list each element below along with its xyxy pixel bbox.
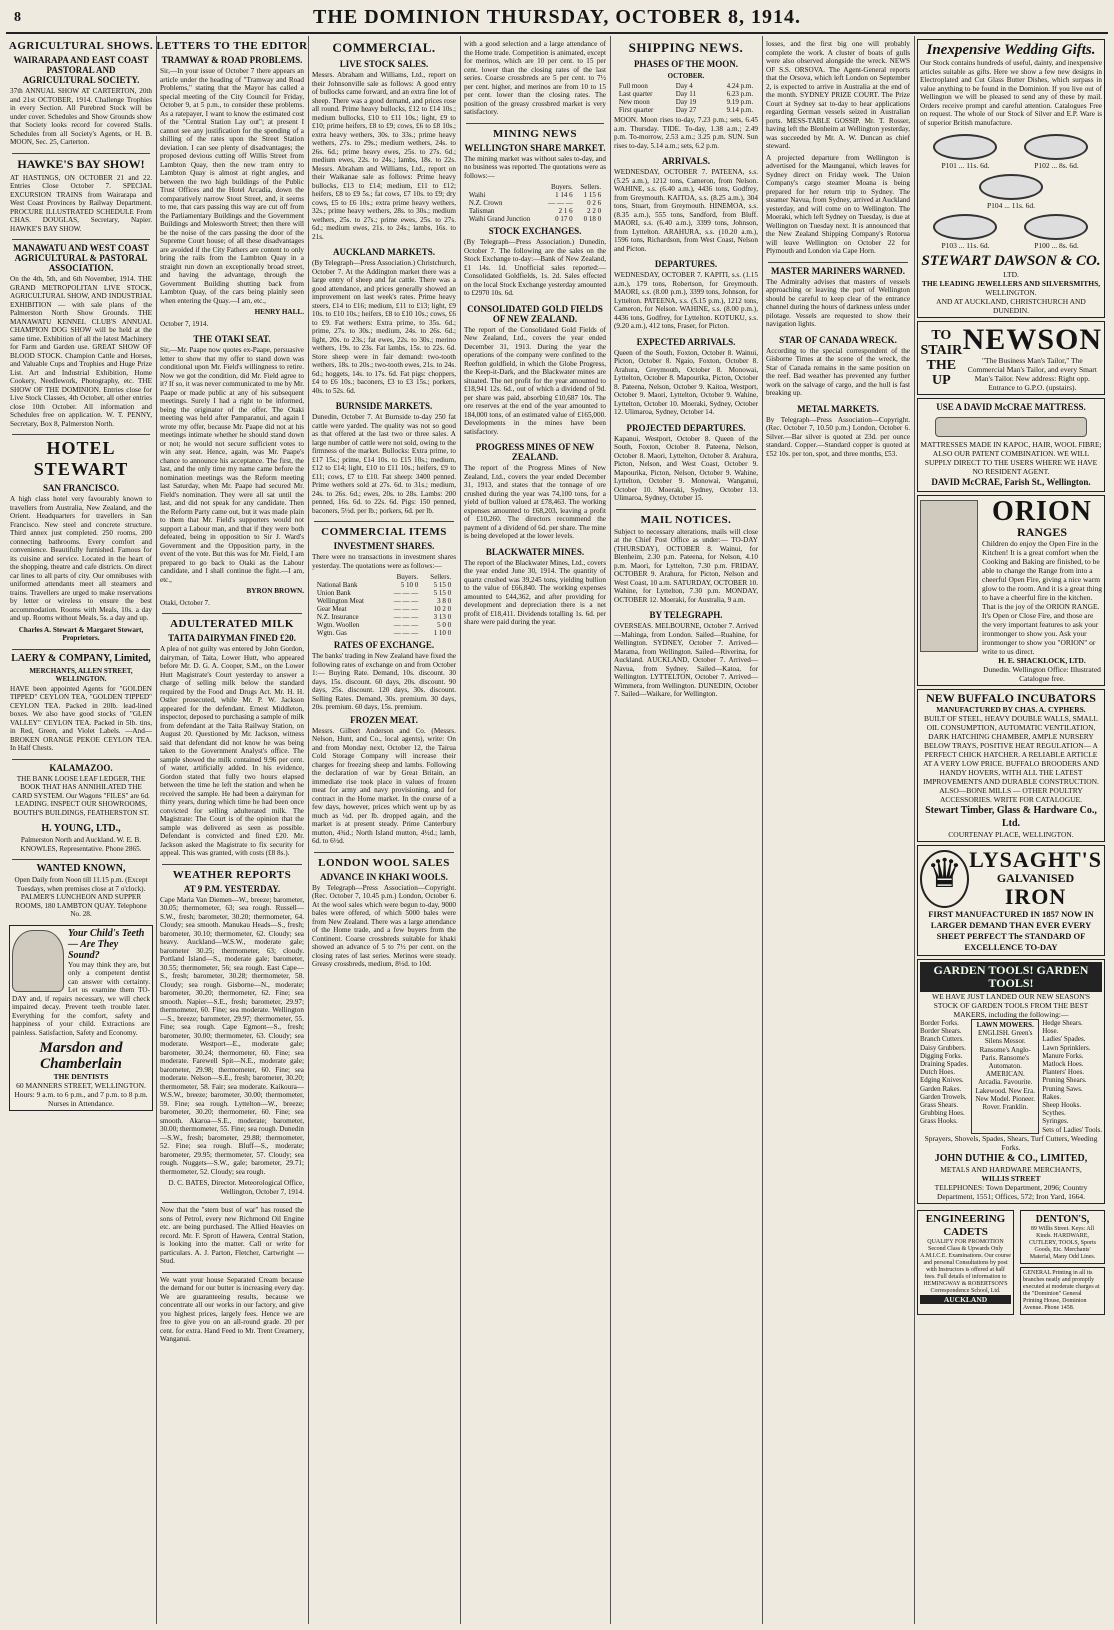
ad-newson (917, 321, 1105, 395)
ad-engineering (917, 1210, 1014, 1315)
frozen-head: FROZEN MEAT. (350, 714, 418, 725)
milk-sub: TAITA DAIRYMAN FINED £20. (168, 633, 296, 643)
page-number: 8 (14, 10, 21, 25)
dentist-text: You may think they are, but only a competent dentist can answer with certainty. Let us examine them TO-DAY and, if repairs necessary, we will check impaired decay. Prevent teeth trouble later. Everything for the comfort, safety and happiness of your child. Extractions are painless. Satisfaction, Safety and Economy. (12, 960, 150, 1037)
wairarapa-text: 37th ANNUAL SHOW AT CARTERTON, 20th and 21st OCTOBER, 1914. Challenge Trophies in every Section. All Purebred Stock will be under cover. Schedules and Show Grounds show that Society looks record for covered Stalls. Schedules from all Society's Agents, or H. B. MOON, Sec. 25, Carterton. (10, 87, 152, 146)
market-text: By Telegraph—Press Association—Copyright. (Rec. October 7, 10.50 p.m.) London, October 6. Silver.—Bar silver is quoted at 23d. per ounce standard. Copper.—Standard copper is quoted at £52 10s. per ton, spot, and three months, £53. (766, 415, 910, 458)
young-title: H. YOUNG, LTD., (41, 823, 121, 834)
mcrae-addr: DAVID McCRAE, Farish St., Wellington. (931, 477, 1091, 487)
exchange-text: The banks' trading in New Zealand have fixed the following rates of exchange on and from October 1:— Buying Rate. Demand, 10s. discount. 30 days, 15s. discount. 60 days, 20s. discount. 90 days, 25s. discount. 120 days, 30s. discount. Selling Rates. Demand, 30s. premium. 30 days, 20s. premium. 60 days, 15s. premium. (312, 652, 456, 711)
article-wool-cont (464, 40, 606, 117)
article-auckland (312, 247, 456, 395)
lysaght-trade-mark-seal (920, 850, 969, 908)
duthie-sub: METALS AND HARDWARE MERCHANTS, (940, 1164, 1082, 1174)
stock-head: STOCK EXCHANGES. (488, 226, 582, 236)
moon-head: PHASES OF THE MOON. (633, 59, 738, 69)
masthead-title: THE DOMINION THURSDAY, OCTOBER 8, 1914. (313, 6, 801, 28)
mower-text: ENGLISH. Green's Silens Messor. Ransome's Anglo-Paris. Ransome's Automaton. AMERICAN. Arcadia. Favourite. Lakewood. New Era. New Model. Pioneer. Rover. Franklin. (975, 1029, 1035, 1112)
general-text: GENERAL Printing in all its branches neatly and promptly executed at moderate charges at the "Dominion" General Printing House, Dominion Avenue. Phone 1458. (1023, 1269, 1100, 1311)
article-mail (614, 514, 758, 605)
kalamazoo-title: KALAMAZOO. (49, 762, 113, 773)
column-2 (156, 36, 309, 1624)
article-mining (464, 128, 606, 298)
progress-text: The report of the Progress Mines of New Zealand, Ltd., covers the year ended December 31, 1913, and states that the tonnage of ore crushed during the year was 74,100 tons, for a yield of bullion valued at £78,463. The working expenses amounted to £68,203, leaving a profit of £10,260. The directors recommend the payment of a dividend of 6d. per share. The mine is being developed at the lower levels. (464, 464, 606, 540)
orion-sub: RANGES (1016, 525, 1067, 539)
article-tramway (160, 55, 304, 328)
depart-head: DEPARTURES. (654, 259, 718, 269)
article-weather (160, 869, 304, 1197)
article-moon (614, 59, 758, 150)
col6-text: losses, and the first big one will probably complete the work. A cluster of boats of gulls were also observed alongside the wreck. NEWS OF S.S. ORSOVA. The Agent-General reports that the Orsova, which left London on September 2, is expected to arrive in Australia at the end of the month. SYDNEY PRIZE COURT. The Prize Court at Sydney sat to-day to hear applications regarding German vessels seized in Australian ports. MESS-TABLE GOSSIP. Mr. T. Rosser, having left the Blenheim at Wellington yesterday, was succeeded by Mr. A. W. Duncan as chief steward. (766, 40, 910, 150)
orion-maker: H. E. SHACKLOCK, LTD. (998, 656, 1086, 665)
laery-text: HAVE been appointed Agents for "GOLDEN TIPPED" CEYLON TEA, "GOLDEN TIPPED" CEYLON TEA. Packed in 20lb. lead-lined boxes. We also have good stocks of "GLEN VALLEY" CEYLON TEA. Packed in 5lb. tins, in Red, Green, and Violet Labels. —And— BROKEN ORANGE PEKOE CEYLON TEA. In Half Chests. (10, 684, 152, 752)
arrivals-text: WEDNESDAY, OCTOBER 7. PATEENA, s.s. (5.25 a.m.), 1212 tons, Cameron, from Nelson. WAHINE, s.s. (6.40 a.m.), 4436 tons, Godfrey, from Greymouth. KAITOA, s.s. (8.25 a.m.), 304 tons, Stuart, from Greymouth. HINEMOA, s.s. (8.35 a.m.), 555 tons, Sandford, from Bluff. MAORI, s.s. (6.40 a.m.), 3399 tons, Johnson, from Lyttelton. ARAHURA, s.s. (10.20 a.m.), 1596 tons, Richardson, from West Coast, Nelson and Picton. (614, 168, 758, 253)
shares-table (315, 573, 453, 637)
duthie-addr: WILLIS STREET (981, 1173, 1041, 1183)
mcrae-text: MATTRESSES MADE IN KAPOC, HAIR, WOOL FIBRE; ALSO OUR PATENT COMBINATION. WE WILL SUPPLY DIRECT TO THE USERS WHERE WE HAVE NO RESIDENT AGENT. (920, 440, 1102, 476)
ad-laery (10, 653, 152, 753)
lysaght-name: LYSAGHT'S (969, 847, 1102, 872)
lysaght-text: FIRST MANUFACTURED IN 1857 NOW IN LARGER DEMAND THAN EVER EVERY SHEET PERFECT The STANDARD OF EXCELLENCE TO-DAY (928, 909, 1094, 952)
article-mariners (766, 266, 910, 329)
ad-hotel-stewart (10, 438, 152, 643)
eng-title: ENGINEERING CADETS (925, 1212, 1006, 1238)
column-5 (610, 36, 763, 1624)
weather-head: WEATHER REPORTS (172, 868, 292, 881)
table-row: National Bank 5 10 0 5 15 0 (316, 581, 452, 589)
table-row: Talisman 2 1 6 2 2 0 (468, 207, 602, 215)
orion-text: Children do enjoy the Open Fire in the Kitchen! It is a great comfort when the Cooking and Baking are finished, to be able to change the Range from into a cheerful Open Fire, giving a nice warm glow to the room. And it is a great thing to have a cheerful fire in the kitchen. That is the joy of the ORION RANGE. It's Open or Close Fire, and those are the very important features to ask your ironmonger to show you. Ask your ironmonger to show you "ORION" or write to us direct. (982, 539, 1102, 656)
otaki-head: THE OTAKI SEAT. (193, 334, 271, 344)
dish-item: P102 ... 8s. 6d. (1016, 130, 1098, 170)
ad-kalamazoo (10, 763, 152, 818)
garden-sprayers: Sprayers, Shovels, Spades, Shears, Turf Cutters, Weeding Forks. (924, 1133, 1098, 1152)
column-4 (460, 36, 611, 1624)
hawkes-text: AT HASTINGS, ON OCTOBER 21 and 22. Entries Close October 7. SPECIAL EXCURSION TRAINS from Wairarapa and West Coast Provinces by Railway Department. PROCURE ILLUSTRATED SCHEDULE From CHAS. DOUGLAS, Secretary, Napier. HAWKE'S BAY SHOW. (10, 173, 152, 233)
tramway-text: Sir,—In your issue of October 7 there appears an article under the heading of "Tramway and Road Problems," stating that the Mayor has called a special meeting of the City Council for Friday, October 9, at 5 p.m., to consider these problems. As a ratepayer, I want to know the estimated cost of the "Central Station Lay out"; at present I cannot see any justification for the spending of a shilling of the rates upon the Street Station deviation. I can see plenty of disadvantages; the proposed devious cutting off Willis Street from Lambton Quay, then the new tram entry to Lambton Quay is almost at right angles, and between the two high buildings of the Public Trust Offices and the Hotel Arcadia, down the comparatively narrow Stout Street, and, it seems to me, that cars passing this way are cut off from the Parliamentary Buildings and the Government Buildings and Molesworth Street; then there will be the noise of the cars passing the door of the Supreme Court house; of all these disadvantages are avoided if the City Fathers are content to only bring the rails from the Lambton Quay in a straight run down an exceptionally broad street, and having the advantage, through the Government Building shutting back from Lambton Quay, of the cars being plainly seen when entering the Quay.—I am, etc., (160, 67, 304, 305)
butter-dish-image (933, 134, 997, 160)
captains-head: MASTER MARINERS WARNED. (770, 265, 906, 276)
consol-text: The report of the Consolidated Gold Fields of New Zealand, Ltd., covers the year ended December 31, 1913. During the year the operations of the company were confined to the Reefton goldfield, in which the Globe Progress, the Keep-it-Dark, and the Blackwater mines are situated. The net profit for the year amounted to £18,941 12s. 6d., out of which a dividend of 9d. per share was paid, absorbing £10,687 10s. The ore reserves at the end of the year amounted to 184,000 tons, of an estimated value of £165,000. Developments in the mines have been satisfactory. (464, 325, 606, 436)
moon-sub: OCTOBER. (667, 72, 705, 80)
article-blackwater (464, 547, 606, 627)
wanted-title: WANTED KNOWN, (36, 863, 126, 874)
garden-list-right: Hedge Shears. Hose. Ladies' Spades. Lawn Sprinklers. Manure Forks. Matlock Hoes. Planters' Hoes. Pruning Shears. Pruning Saws. Rakes. Sheep Hooks. Scythes. Syringes. Sets of Ladies' Tools. (1042, 1019, 1102, 1134)
buffalo-maker: Stewart Timber, Glass & Hardware Co., Ltd. (925, 805, 1097, 829)
mower-head: LAWN MOWERS. (976, 1021, 1034, 1029)
butter-dish-image (1024, 134, 1088, 160)
ad-wanted (10, 863, 152, 919)
mail-text: Subject to necessary alterations, mails will close at the Chief Post Office as under:— TO-DAY (THURSDAY), OCTOBER 8. Wainui, for Blenheim, 2.30 p.m. Pateena, for Nelson, 4.10 p.m. Maori, for Lyttelton, 7.30 p.m. FRIDAY, OCTOBER 9. Arahura, for Picton, Nelson and West Coast, 10 a.m. SATURDAY, OCTOBER 10. Wahine, for Lyttelton, 7.30 p.m. MONDAY, OCTOBER 12. Moeraki, for Australia, 9 a.m. (614, 527, 758, 604)
article-burnside (312, 401, 456, 515)
depart-text: WEDNESDAY, OCTOBER 7. KAPITI, s.s. (1.15 a.m.), 179 tons, Robertson, for Greymouth. MAORI, s.s. (8.00 p.m.), 3399 tons, Johnson, for Lyttelton. PATEENA, s.s. (5.15 p.m.), 1212 tons, Cameron, for Nelson. WAHINE, s.s. (8.00 p.m.), 4436 tons, Godfrey, for Lyttelton. KOTUKU, s.s. (9.20 a.m.), 412 tons, Fraser, for Picton. (614, 271, 758, 330)
article-projected (614, 423, 758, 503)
table-row: Buyers. Sellers. (551, 183, 602, 191)
newson-left: TO STAIR THE UP (920, 328, 963, 388)
milk-head: ADULTERATED MILK (170, 618, 294, 630)
garden-title: GARDEN TOOLS! GARDEN TOOLS! (920, 962, 1102, 992)
livestock-head: LIVE STOCK SALES. (339, 59, 429, 69)
mcrae-head: USE A DAVID McCRAE MATTRESS. (936, 402, 1086, 412)
article-items (312, 526, 456, 846)
dentist-sub: THE DENTISTS (53, 1072, 109, 1081)
mining-table (467, 183, 603, 223)
buffalo-name: NEW BUFFALO INCUBATORS (926, 691, 1096, 705)
ad-mcrae (917, 398, 1105, 492)
ad-lysaght (917, 845, 1105, 956)
column-1 (6, 36, 157, 1624)
manawatu-text: On the 4th, 5th, and 6th November, 1914. THE GRAND METROPOLITAN LIVE STOCK, AGRICULTURAL SHOW, AND INDUSTRIAL EXHIBITION — with sale plans of the Palmerston North Show Grounds. THE MANAWATU KENNEL CLUB'S ANNUAL CHAMPION DOG SHOW will be held at the same time. Exhibition of all the latest Machinery for Farm and Garden use. GREAT SHOW OF BLOOD STOCK. Champion Cattle and Horses, and Valuable Cups and Trophies and Huge Prize List. Art and Industrial Exhibition, Home Cookery, Needlework, Photography, etc. THE SHOW OF THE DOMINION. Entries close for Live Stock Classes, 4th October, all other entries close 10th October. All information and Schedules free on application. W. T. PENNY, Secretary, Box 8, Palmerston North. (10, 275, 152, 428)
projected-text: Kapanui, Westport, October 8. Queen of the South, Foxton, October 8. Pateena, Nelson, October 8. Maori, Lyttelton, October 8. Arahura, Picton, Nelson, and West Coast, October 9. Mapourika, Picton, Nelson, October 9. Wahine, Lyttelton, October 9. Monowai, Wanganui, October 10. Moeraki, Sydney, October 13. Ulimaroa, Sydney, October 15. (614, 434, 758, 502)
lysaght-iron: IRON (1004, 884, 1067, 909)
note-text: Now that the "stern bust of war" has roused the sons of Petrol, every new Richmond Oil Engine etc. are being purchased. The Allied Heavies on record. Mr. F. Sprott of Hawera, Central Station, is looking into the matter. Call or write for particulars. A. J. Parton, Fletcher, Cartwright — Stud. (160, 1206, 304, 1265)
butter-dish-image (933, 214, 997, 240)
invest-intro: There were no transactions in investment shares yesterday. The quotations were as follows:— (312, 553, 456, 570)
expected-text: Queen of the South, Foxton, October 8. Wainui, Picton, October 8. Ngaio, Foxton, October 8. Arahura, Greymouth, October 8. Monowai, Lyttelton, October 8. Mapourika, Picton, October 8. Pateena, Nelson, October 9. Kaitoa, Westport, October 9. Maori, Lyttelton, October 9. Wahine, Lyttelton, October 10. Moeraki, Sydney, October 12. Ulimaroa, Sydney, October 14. (614, 348, 758, 416)
otaki-text: Sir,—Mr. Paape now quotes ex-Paape, persuasive letter to show that my offer to stand down was conditional upon Mr. Field's willingness to retire. Now we got the condition, did Mr. Field agree to it? If so, it was never communicated to me by Mr. Paape or made public at any of his subsequent meetings. Surely I had a right to be informed, being the originator of the offer. The Otaki meeting was held after Pamparanui, and again I wrote my offer, because Mr. Paape did not at his meetings intimate whether he should stand down or not; he would not secure sufficient votes to win any seat. Hence, again, was Mr. Paape's chance to announce his acceptance. The first, the last, and the only time my name came before the nomination meetings was the Reform meeting last Saturday, when Mr. Paape had secured Mr. Field's nomination. They were all sat until the last, and did not speak for any candidate. Then the Reform Party came out, but it was made plain to them that Mr. Field's supporters would not support a Labour man, and that if they were both defeated, being in opposition to Sir J. Ward's Government and the Opposition party, in the event of the vote. But this was for Mr. Field, I am prepared to go back to Otaki as the Labour candidate, and I shall continue the fight.—I am, etc., (160, 346, 304, 584)
dentist-addr: 60 MANNERS STREET, WELLINGTON. Hours: 9 a.m. to 6 p.m., and 7 p.m. to 8 p.m. Nurses in Attendance. (14, 1081, 148, 1108)
masthead (6, 6, 1108, 34)
child-at-range-image (920, 500, 978, 652)
article-livestock (312, 59, 456, 241)
table-row: Wgtn. Woollen — — — 5 0 0 (316, 621, 452, 629)
frozen-text: Messrs. Gilbert Anderson and Co. (Messrs. Nelson, Hunt, and Co., local agents), write: On and from Monday next, October 12, the Tairua Cold Storage Company will increase their charges for freezing sheep and lambs. Following the declaration of war by Great Britain, an immediate rise took place in values of frozen meat for army and navy provisioning, and for contract in the Home market. In the course of a few days, however, prices which went up by as much as ¼d. per lb. dropped again, and the market is at present steady. Prime Canterbury mutton, 4¾d.; North Island mutton, 4½d.; lamb, 6d. to 6½d. (312, 726, 456, 845)
wedding-title: Inexpensive Wedding Gifts. (926, 42, 1096, 58)
table-row: Last quarter Day 11 6.23 p.m. (618, 90, 754, 98)
weather-sub: AT 9 P.M. YESTERDAY. (183, 883, 281, 894)
article-metal (766, 404, 910, 459)
buffalo-addr: COURTENAY PLACE, WELLINGTON. (948, 830, 1074, 839)
duthie-name: JOHN DUTHIE & CO., LIMITED, (934, 1152, 1088, 1164)
garden-intro: WE HAVE JUST LANDED OUR NEW SEASON'S STOCK OF GARDEN TOOLS FROM THE BEST MAKERS, including the following:— (931, 992, 1091, 1019)
article-col6 (766, 40, 910, 256)
crown-icon: ♛ (926, 850, 963, 896)
mattress-image (935, 417, 1087, 437)
arrivals-head: ARRIVALS. (661, 156, 711, 166)
buffalo-text: BUILT OF STEEL, HEAVY DOUBLE WALLS, SMALL OIL CONSUMPTION, AUTOMATIC VENTILATION, DARK HATCHING CHAMBER, AMPLE NURSERY BELOW TRAYS, POSITIVE HEAT REGULATION— A PERFECT CHICK HATCHER. A RELIABLE ARTICLE AT A VERY LOW PRICE. BUFFALO BROODERS AND HANDY HOVERS, WITH ALL THE LATEST IMPROVEMENTS AND DURABLE CONSTRUCTION. ALSO—BONE MILLS — OTHER POULTRY ACCESSORIES. WRITE FOR CATALOGUE. (923, 714, 1099, 804)
mining-sub: WELLINGTON SHARE MARKET. (464, 142, 606, 153)
article-progress (464, 442, 606, 541)
auckland-head: AUCKLAND MARKETS. (332, 247, 435, 257)
stewart-city: WELLINGTON. (985, 288, 1037, 297)
col4-intro: with a good selection and a large attendance of the Home trade. Competition is animated, except for merinos, which are 10 per cent. to 15 per cent. lower than the closing rates of the last series. Coarse crossbreds are 5 per cent. to 7½ per cent. higher, and merinos are from 10 to 15 per cent. lower than the closing rates. The position of the greasy crossbred market is very satisfactory. (464, 40, 606, 116)
garden-list-left: Border Forks. Border Shears. Branch Cutters. Daisy Grubbers. Digging Forks. Draining Spades. Dutch Hoes. Edging Knives. Garden Rakes. Garden Trowels. Grass Shears. Grubbing Hoes. Grass Hooks. (920, 1019, 969, 1126)
newson-text: "The Business Man's Tailor," The Commercial Man's Tailor, and every Smart Man's Tailor. New address: Right opp. Entrance to G.P.O. (upstairs). (967, 356, 1097, 392)
mining-head: MINING NEWS (492, 127, 578, 140)
wool-sub: ADVANCE IN KHAKI WOOLS. (320, 871, 448, 882)
captains-text: The Admiralty advises that masters of vessels approaching or leaving the port of Wellington should be careful to keep clear of the entrance channel during the hours of darkness unless under pilotage. Vessels are requested to show their navigation lights. (766, 277, 910, 328)
auckland-text: (By Telegraph—Press Association.) Christchurch, October 7. At the Addington market there was a large entry of sheep and fat cattle. There was a good attendance, and prices generally showed an improvement on last week's rates. Prime heavy steers, £14 to £16; medium, £11 to £13; light, £9 10s. to £10 10s.; heifers, £8 to £10 10s.; cows, £6 to £9. Fat wethers: Extra prime, to 35s. 6d.; prime, 27s. to 30s.; medium, 24s. to 26s. 6d.; light, 20s. to 23s.; fat ewes, 22s. to 30s.; merino wethers, 19s. to 23s. Fat lambs, 15s. to 22s. 6d. Store sheep were in fair demand: two-tooth wethers, 18s. to 20s.; two-tooth ewes, 21s. to 24s. 6d.; hoggets, 14s. to 17s. 6d. Fat pigs: choppers, £4 to £6 10s.; baconers, £3 to £3 15s.; porkers, 40s. to 52s. 6d. (312, 259, 456, 395)
orion-name: ORION (992, 496, 1092, 527)
laery-title: LAERY & COMPANY, Limited, (11, 652, 151, 664)
table-row: Waihi 1 14 6 1 15 6 (468, 191, 602, 199)
article-expected (614, 337, 758, 417)
stewart-name: STEWART DAWSON & CO. (921, 253, 1101, 269)
table-row: Gear Meat — — — 10 2 0 (316, 605, 452, 613)
ad-wedding-gifts (917, 39, 1105, 318)
dentist-name: Marsdon and Chamberlain (39, 1040, 123, 1072)
column-7-ads (914, 36, 1108, 1624)
column-3 (308, 36, 461, 1624)
table-row: Waihi Grand Junction 0 17 0 0 18 0 (468, 215, 602, 223)
ad-manawatu (10, 243, 152, 428)
denton-text: 89 Willis Street. Keys: All Kinds. HARDWARE, CUTLERY, TOOLS, Sports Goods, Etc. Merchants' Material, Many Odd Lines. (1028, 1225, 1096, 1260)
consol-head: CONSOLIDATED GOLD FIELDS OF NEW ZEALAND. (467, 303, 603, 324)
wedding-text: Our Stock contains hundreds of useful, dainty, and inexpensive articles suitable as gifts. Here we show a few new designs in Electroplated and Cut Glass Butter Dishes, which surpass in value anything to be found in the Dominion. If you live out of Wellington we will be pleased to send any of these by mail. Orders receive prompt and careful attention. Catalogues Free on request. The whole of our Stock of Silver and E.P. Ware is of superior British manufacture. (920, 59, 1102, 127)
ad-hawkes (10, 157, 152, 234)
progress-head: PROGRESS MINES OF NEW ZEALAND. (475, 442, 595, 462)
black-text: The report of the Blackwater Mines, Ltd., covers the year ended June 30, 1914. The quantity of quartz crushed was 39,245 tons, yielding bullion to the value of £66,840. The working expenses amounted to £44,362, and after providing for development and depreciation there is a net profit of £18,411. Dividends totalling 1s. 6d. per share were paid during the year. (464, 558, 606, 626)
items-head: COMMERCIAL ITEMS (321, 526, 447, 538)
kalamazoo-text: THE BANK LOOSE LEAF LEDGER, THE BOOK THAT HAS ANNIHILATED THE CARD SYSTEM. Our Wagons "FILES" are 6d. LEADING. INSPECT OUR SHOWROOMS, BOUTH'S BUILDINGS, FEATHERSTON ST. (12, 774, 150, 817)
article-consolidated (464, 304, 606, 437)
note-cream (160, 1276, 304, 1344)
ad-wairarapa (10, 55, 152, 147)
moon-table (617, 82, 755, 114)
mining-intro: The mining market was without sales to-day, and no business was reported. The quotations were as follows:— (464, 154, 606, 180)
dish-item: P101 ... 11s. 6d. (925, 130, 1007, 170)
stewart-ltd: LTD. (1003, 270, 1019, 279)
article-departures (614, 259, 758, 331)
hawkes-title: HAWKE'S BAY SHOW! (17, 156, 145, 171)
article-telegraph (614, 610, 758, 699)
agri-head: AGRICULTURAL SHOWS. (8, 40, 154, 52)
milk-note: We want your house Separated Cream because the demand for our butter is increasing every day. We are guaranteeing results, because we concentrate all our works in our factory, and give you highest prices, largely fees. Hence we are free to give you on an all-round grade. 20 per cent. for extra. Hand Feed to Mr. Trent Creamery, Wanganui. (160, 1275, 304, 1343)
expected-head: EXPECTED ARRIVALS. (636, 336, 736, 347)
column-6 (762, 36, 915, 1624)
ad-general-printing (1020, 1267, 1105, 1315)
duthie-tel: TELEPHONES: Town Department, 2096; Country Department, 1551; Offices, 572; Iron Yard, 1664. (934, 1182, 1088, 1201)
table-row: New moon Day 19 9.19 p.m. (618, 98, 754, 106)
hotel-text: A high class hotel very favourably known to travellers from Australia, New Zealand, and the Orient. Headquarters for travellers in San Francisco. New steel and concrete structure. Third annex just completed. 250 rooms, 200 connecting bathrooms. Every comfort and convenience. Beautifully furnished. Famous for its cuisine and service. Located in the heart of the shopping, theatre and cafe districts. On direct car lines to all parts of city. Our omnibuses with uniformed attendants meet all steamers and trains. Travellers are urged to make reservations by letter or wireless to ensure the best accommodation. Rooms with Meals, 10s. a day and up. Rooms without Meals, 5s. a day and up. (10, 495, 152, 622)
sailing-text: A projected departure from Wellington is advertised for the Maunganui, which leaves for Sydney direct on Friday week. The Union Company's cargo steamer Moana is being prepared for her return trip to Sydney. The steamer Navua, from Sydney, arrived at Auckland yesterday, and will come on to Wellington. The Moeraki, which left Sydney on Tuesday, is due at Wellington on Tuesday next. It is announced that the New Zealand Shipping Company's Rotorua will leave Wellington on October 22 for Plymouth and London via Cape Horn. (766, 153, 910, 255)
ad-garden-tools (917, 959, 1105, 1204)
butter-dish-image (979, 174, 1043, 200)
table-row: Full moon Day 4 4.24 p.m. (618, 82, 754, 90)
exchange-head: RATES OF EXCHANGE. (333, 640, 435, 650)
article-canada (766, 335, 910, 398)
hotel-sub: SAN FRANCISCO. (42, 483, 119, 493)
tele-text: OVERSEAS. MELBOURNE, October 7. Arrived—Mahinga, from London. Sailed—Ruahine, for Wellington. SYDNEY, October 7. Arrived—Marama, from Wellington. Sailed—Riverina, for Auckland. AUCKLAND, October 7. Arrived—Navua, from Sydney. Sailed—Katoa, for Wellington. LYTTELTON, October 7. Arrived—Wimmera, from Wellington. DUNEDIN, October 7. Sailed—Waikare, for Wellington. (614, 622, 758, 698)
note-oil-engine (160, 1206, 304, 1266)
projected-head: PROJECTED DEPARTURES. (626, 422, 746, 433)
wanted-text: Open Daily from Noon till 11.15 p.m. (Except Tuesdays, when premises close at 7 o'clock). PALMER'S LUNCHEON AND SUPPER ROOMS, 180 LAMBTON QUAY. Telephone No. 28. (14, 876, 148, 918)
ad-dentist (9, 925, 153, 1112)
article-wool (312, 857, 456, 969)
table-row: N.Z. Crown — — — 0 2 6 (468, 199, 602, 207)
eng-city: AUCKLAND (920, 1295, 1011, 1304)
article-arrivals (614, 156, 758, 253)
hotel-props: Charles A. Stewart & Margaret Stewart, Proprietors. (18, 625, 144, 642)
butter-dish-image (1024, 214, 1088, 240)
child-portrait-image (12, 930, 64, 992)
weather-sig: D. C. BATES, Director. Meteorological Office, Wellington, October 7, 1914. (168, 1179, 304, 1196)
tramway-date: October 7, 1914. (160, 319, 209, 328)
ad-denton (1020, 1210, 1105, 1264)
milk-text: A plea of not guilty was entered by John Gordon, dairyman, of Taita, Lower Hutt, who appeared before Mr. D. G. A. Cooper, S.M., on the Lower Hutt Magistrate's Court yesterday to answer a charge of selling milk below the standard required by the Food and Drugs Act. Mr. H. H. Ostler prosecuted, while Mr. P. W. Jackson appeared for the defendant. Ernest Middleton, inspector, deposed to purchasing a sample of milk from defendant at the Taita Railway Station, on August 20. Questioned by Mr. Jackson, witness said that defendant did not know he was being taken to the Government Analyst's office. The sample showed the milk contained 9.96 per cent. of water, artificially added. In his evidence, Gordon stated that fully two hours elapsed between the time he left the station and when he received the sample. He had been a dairyman for thirty years, during which time he had been once convicted for selling adulterated milk. The Magistrate: The Court is of the opinion that the sample was delivered as seen as possible. Defendant is convicted and fined £20. Mr. Jackson asked the Magistrate to fix security for appeal. This was granted, with costs (£8 8s.). (160, 645, 304, 857)
lysaght-sub: GALVANISED (996, 871, 1075, 885)
stock-text: (By Telegraph—Press Association.) Dunedin, October 7. The following are the sales on the Stock Exchange to-day:—Bank of New Zealand, £1 14s. 1d. Unofficial sales reported:—Consolidated Goldfields, 1s. 2d. Sales effected on the local Stock Exchange yesterday amounted to £2970 10s. 6d. (464, 238, 606, 297)
table-row: N.Z. Insurance — — — 3 13 0 (316, 613, 452, 621)
eng-text: QUALIFY FOR PROMOTION Second Class & Upwards Only A.M.I.C.E. Examinations. Our course and personal Consultations by post with Instructors is offered at half fees. Full details of information to HEMINGWAY & ROBERTSON'S Correspondence School, Ltd. (920, 1238, 1011, 1294)
letters-head: LETTERS TO THE EDITOR (156, 40, 308, 52)
otaki-sig: BYRON BROWN. (246, 587, 304, 595)
dentist-head: Your Child's Teeth — Are They Sound? (68, 927, 145, 961)
buffalo-sub: MANUFACTURED BY CHAS. A. CYPHERS. (936, 705, 1086, 714)
table-row: Union Bank — — — 5 15 0 (316, 589, 452, 597)
tele-head: BY TELEGRAPH. (649, 610, 723, 620)
dish-item: P104 ... 11s. 6d. (929, 170, 1093, 210)
market-head: METAL MARKETS. (797, 403, 879, 414)
dish-item: P103 ... 11s. 6d. (925, 210, 1007, 250)
dish-grid (920, 130, 1102, 250)
orion-maker-sub: Dunedin. Wellington Office: Illustrated Catalogue free. (983, 665, 1101, 683)
shipping-head: SHIPPING NEWS. (628, 40, 744, 55)
weather-text: Cape Maria Van Diemen—W., breeze; barometer, 30.05; thermometer, 63; sea rough. Russell—S.W., fresh; barometer, 30.20; thermometer, 64. Cloudy; sea smooth. Manukau Heads—S., fresh; barometer, 30.10; thermometer, 62. Cloudy; sea heavy. Auckland—W.S.W., moderate gale; barometer 30.25; thermometer, 63; cloudy. Portland Island—S., moderate gale; barometer, 30.55; thermometer, 56; sea rough. East Cape—S., fresh; barometer, 30.28; thermometer, 58. Cloudy; sea rough. Gisborne—N., moderate; barometer, 30.20; thermometer, 62. Fine; sea smooth. Napier—S.E., fresh; barometer, 29.97; thermometer, 60. Fine; sea moderate. Wellington—S., breeze; barometer, 29.97; thermometer, 55. Fine; sea rough. Cape Egmont—S., fresh; barometer, 30.00; thermometer, 63. Cloudy; sea moderate. Westport—E., moderate gale; barometer, 30.24; thermometer, 60. Fine; sea moderate. Farewell Spit—N.E., moderate gale; barometer, 29.98; thermometer, 60. Fine; sea moderate. Nelson—S.E., fresh; barometer, 30.20; thermometer, 58. Fair; sea moderate. Kaikoura—W.S.W., breeze; barometer, 30.00; thermometer, 59. Fine; sea rough. Lyttelton—W., breeze; barometer, 30.20; thermometer, 60. Fine; sea smooth. Akaroa—S.E., moderate; barometer, 30.00; thermometer, 55. Fine; sea rough. Dunedin—S.W., fresh; barometer, 29.88; thermometer, 52. Fine; sea rough. Bluff—S., moderate; barometer, 29.95; thermometer, 57. Cloudy; sea rough. Nuggets—S.W., gale; barometer, 29.71; thermometer, 52. Cloudy; sea rough. (160, 895, 304, 1176)
denton-title: DENTON'S, (1035, 1213, 1090, 1225)
burnside-head: BURNSIDE MARKETS. (335, 401, 433, 411)
dish-item: P100 ... 8s. 6d. (1016, 210, 1098, 250)
ad-young (10, 823, 152, 853)
manawatu-title: MANAWATU AND WEST COAST AGRICULTURAL & PASTORAL ASSOCIATION. (13, 243, 149, 273)
otaki-date: Otaki, October 7. (160, 598, 210, 607)
burnside-text: Dunedin, October 7. At Burnside to-day 250 fat cattle were yarded. The quality was not so good as that offered at the last two or three sales. A large number of cattle were not sold, owing to the firmness of the market. Bullocks: Extra prime, to £17 15s.; prime, £14 10s. to £15 10s.; medium, £12 to £14; light, £10 to £11 10s.; heifers, £9 to £11; cows, £7 to £10. Fat sheep: 3400 penned. Prime wethers sold at 27s. 6d. to 31s.; medium, 24s. to 26s. 6d.; ewes, 20s. to 28s. Lambs: 200 penned, 16s. 6d. to 22s. 6d. Pigs: 150 penned, baconers, 5½d. per lb.; porkers, 6d. per lb. (312, 413, 456, 515)
black-head: BLACKWATER MINES. (485, 546, 585, 557)
stewart-also: AND AT AUCKLAND, CHRISTCHURCH AND DUNEDIN. (936, 297, 1086, 315)
wool-text: By Telegraph—Press Association—Copyright. (Rec. October 7, 10.45 p.m.) London, October 6. At the wool sales which were begun to-day, 9000 bales were offered, of which 5000 bales were from New Zealand. There was a large attendance of the Home trade, and a few buyers from the Continent. Coarse crossbreds suitable for khaki showed an advance of 5 to 7½ per cent. on the closing rates of last series. Merinos were steady. Greasy crossbreds, medium, 8½d. to 10d. (312, 883, 456, 968)
ad-buffalo (917, 689, 1105, 842)
canada-text: According to the special correspondent of the Gisborne Times at the scene of the wreck, the Star of Canada remains in the same position on the reef. Bad weather has prevented any further work on the salvage of cargo, and the hull is fast breaking up. (766, 346, 910, 397)
table-row: First quarter Day 27 9.14 p.m. (618, 106, 754, 114)
young-text: Palmerston North and Auckland. W. E. B. KNOWLES, Representative. Phone 2865. (20, 836, 142, 853)
commercial-head: COMMERCIAL. (332, 40, 436, 55)
tides-text: MOON. Moon rises to-day, 7.23 p.m.; sets, 6.45 a.m. Thursday. TIDE. To-day, 1.38 a.m.; 2.49 p.m. To-morrow, 2.53 a.m.; 3.25 p.m. SUN. Sun rises to-day, 5.14 a.m.; sets, 6.2 p.m. (614, 116, 758, 150)
wairarapa-title: WAIRARAPA AND EAST COAST PASTORAL AND AGRICULTURAL SOCIETY. (13, 55, 149, 85)
ad-stack-right (1017, 1207, 1108, 1318)
tramway-head: TRAMWAY & ROAD PROBLEMS. (161, 55, 303, 65)
table-row: Wellington Meat — — — 3 8 0 (316, 597, 452, 605)
mail-head: MAIL NOTICES. (640, 513, 732, 526)
stewart-tag: THE LEADING JEWELLERS AND SILVERSMITHS, (921, 279, 1101, 288)
ad-orion (917, 495, 1105, 686)
hotel-title: HOTEL STEWART (33, 438, 129, 479)
table-row: Wgtn. Gas — — — 1 10 0 (316, 629, 452, 637)
wool-head: LONDON WOOL SALES (318, 856, 450, 869)
article-otaki (160, 334, 304, 607)
newson-name: NEWSON (962, 323, 1102, 356)
tramway-sig: HENRY HALL. (254, 308, 304, 316)
article-milk (160, 618, 304, 858)
invest-head: INVESTMENT SHARES. (333, 541, 435, 551)
laery-sub: MERCHANTS, ALLEN STREET, WELLINGTON. (29, 666, 133, 683)
lawn-mowers-box (971, 1019, 1039, 1134)
livestock-text: Messrs. Abraham and Williams, Ltd., report on their Johnsonville sale as follows: A good entry of bullocks came forward, and an extra fine lot of sheep. There was a good demand, and prices rose all round. Prime heavy bullocks, £12 to £14 10s.; medium bullocks, £10 to £11 10s.; light, £9 to £10; prime heifers, £8 to £9; cows, £6 to £8 10s.; extra heavy wethers, 30s. to 33s.; prime heavy wethers, 27s. to 29s.; medium wethers, 24s. to 26s. 6d.; prime heavy ewes, 25s. to 27s. 6d.; medium ewes, 22s. to 24s.; lambs, 18s. to 22s. Messrs. Abraham and Williams, Ltd., report on their Waikanae sale as follows: Prime heavy bullocks, £13 to £14; medium, £11 to £12; heifers, £8 to £9 5s.; fat cows, £7 10s. to £9; dry cows, £5 to £6 10s.; extra prime heavy wethers, 32s.; prime heavy wethers, 28s. to 30s.; medium wethers, 25s. to 27s.; prime ewes, 25s. to 27s. 6d.; medium ewes, 21s. to 24s.; lambs, 16s. to 21s. (312, 71, 456, 241)
canada-head: STAR OF CANADA WRECK. (779, 334, 897, 345)
table-row: Buyers. Sellers. (396, 573, 452, 581)
